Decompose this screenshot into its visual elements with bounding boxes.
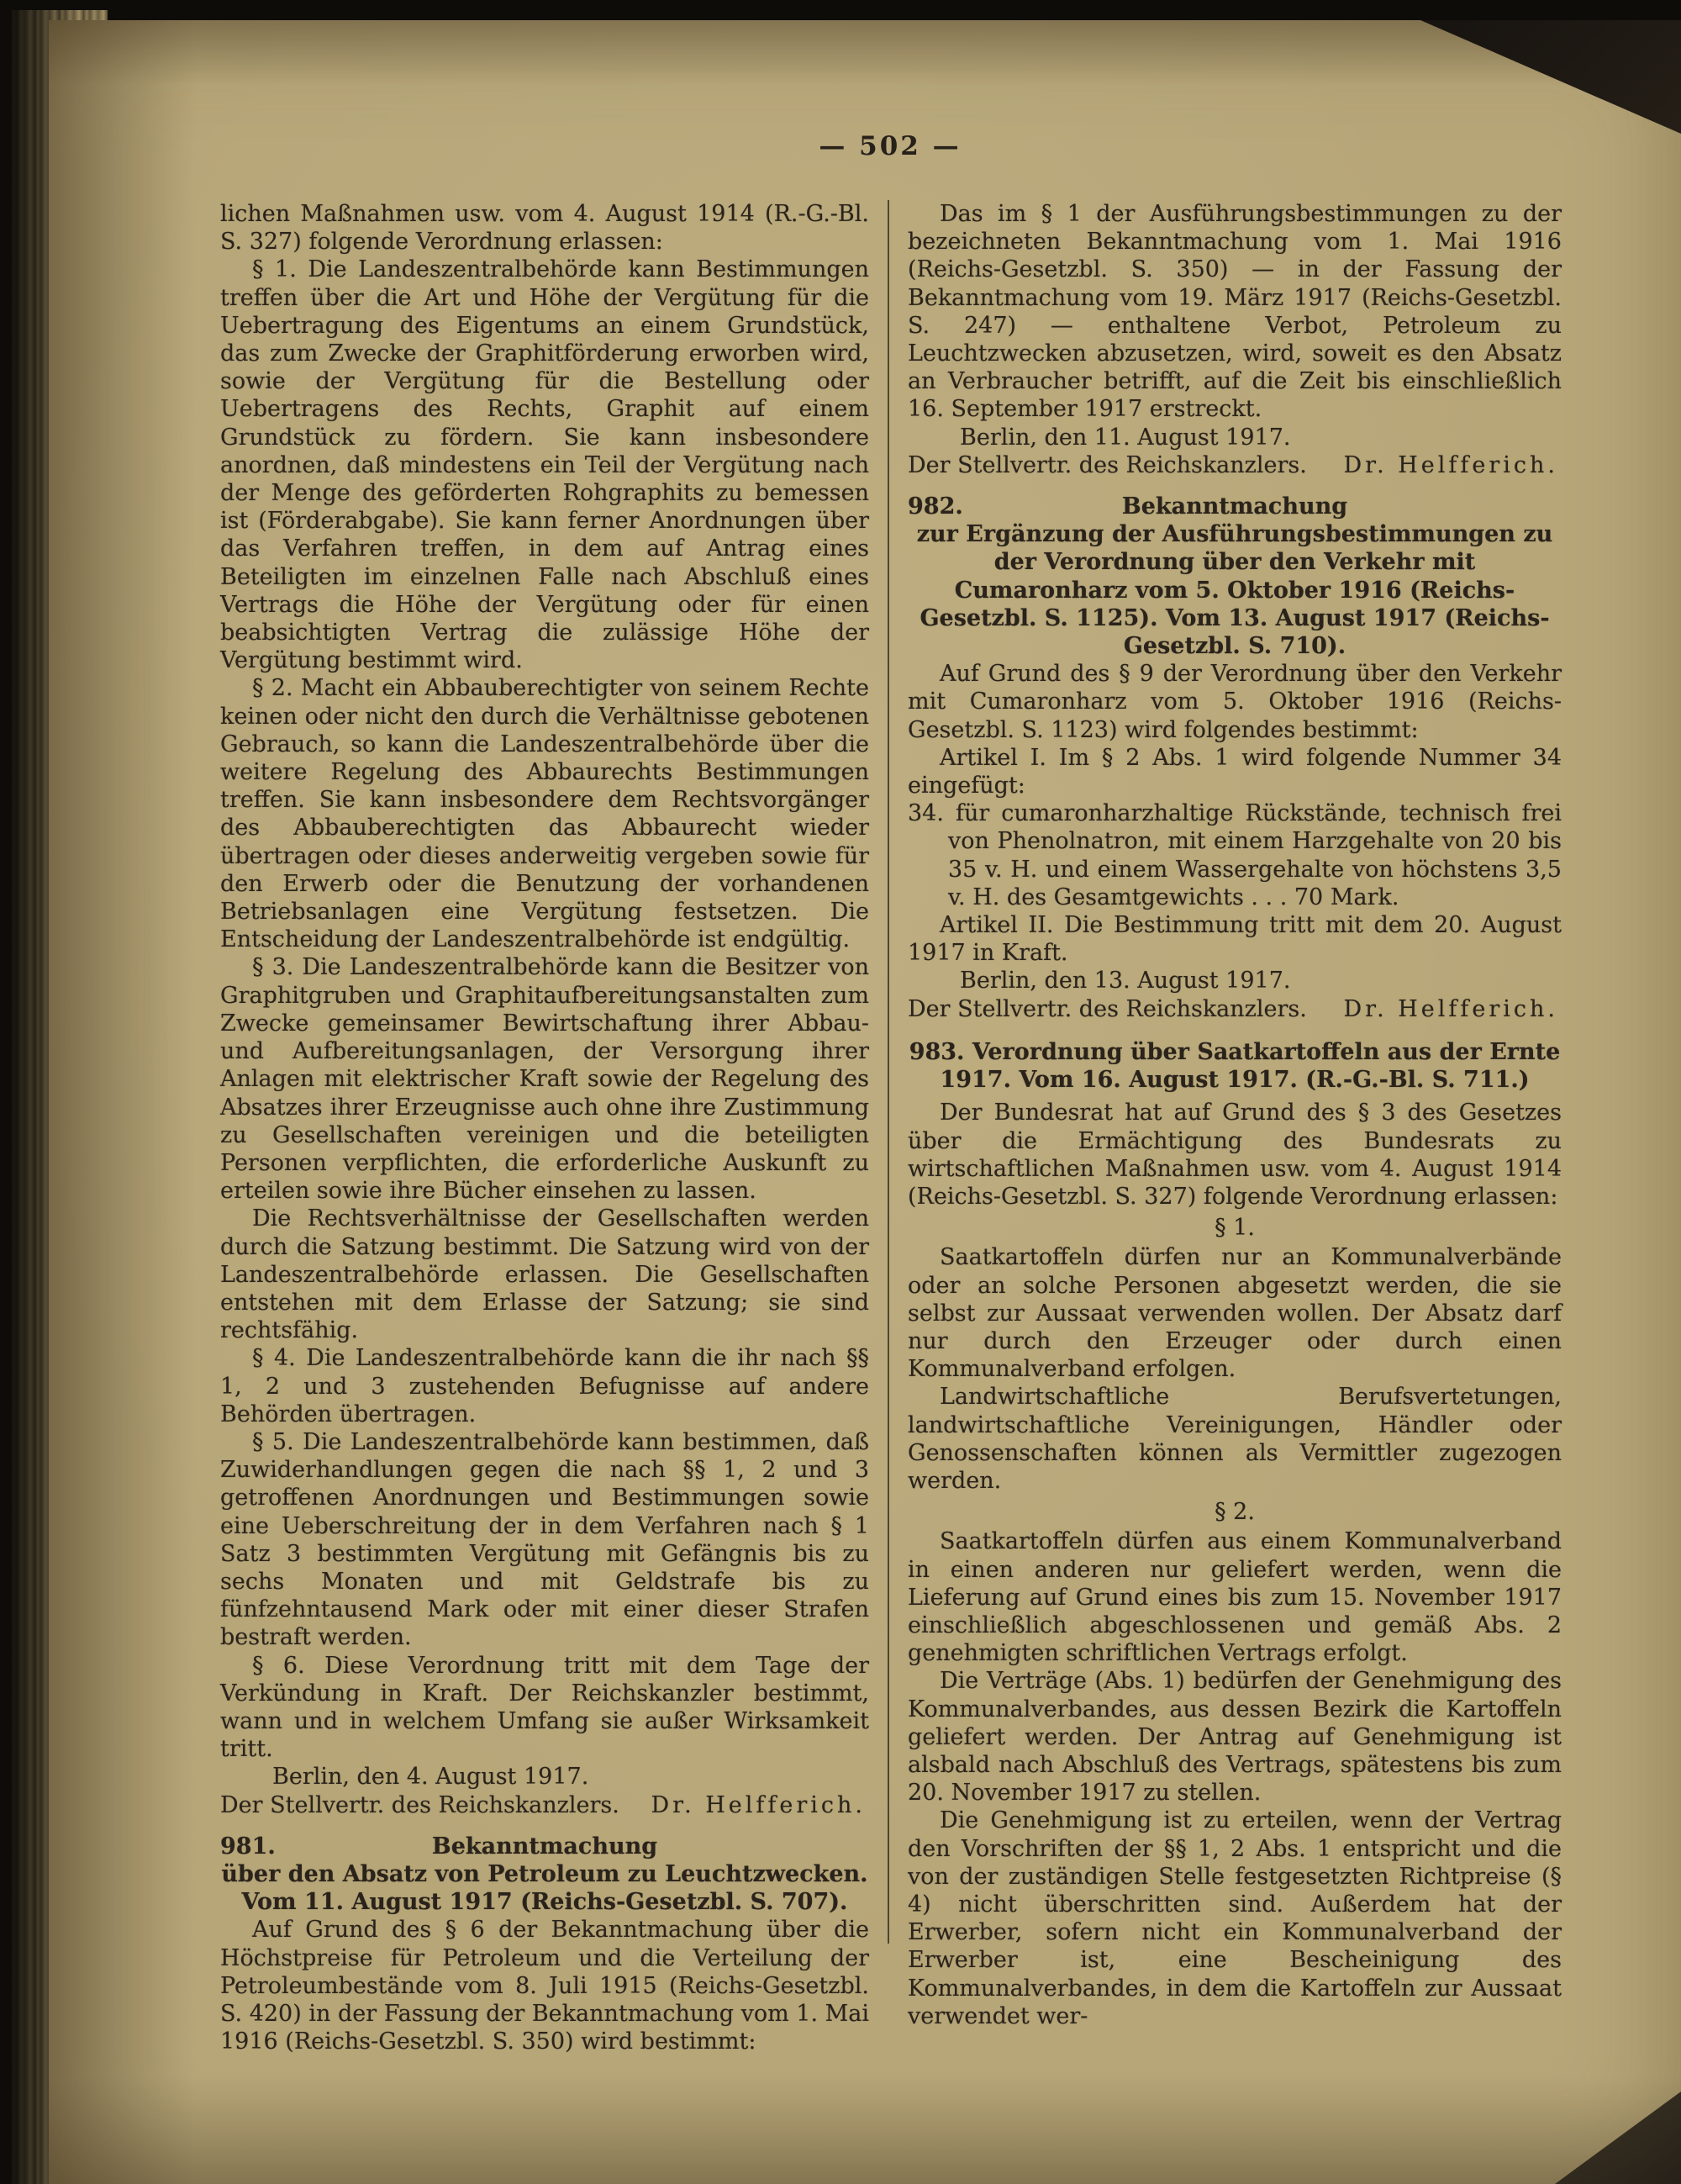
signature-line bbox=[908, 995, 1562, 1023]
section-5-paragraph: § 5. Die Landeszentralbehörde kann bestimmen, daß Zuwiderhandlungen gegen die nach §§ 1, 2 und 3 getroffenen Anordnungen und Bestimmungen sowie eine Ueberschreitung der in dem Verfahren nach § 1 Satz 3 bestimmten Vergütung mit Gefängnis bis zu sechs Monaten und mit Geldstrafe bis zu fünfzehntausend Mark oder mit einer dieser Strafen bestraft werden. bbox=[220, 1428, 869, 1651]
section-3-paragraph-2: Die Rechtsverhältnisse der Gesellschaften werden durch die Satzung bestimmt. Die Satzung wird von der Landeszentralbehörde erlassen. Die Gesellschaften entstehen mit dem Erlasse der Satzung; sie sind rechtsfähig. bbox=[220, 1205, 869, 1344]
decree-number: 982. bbox=[908, 493, 963, 520]
decree-title: Bekanntmachung bbox=[431, 1833, 658, 1860]
decree-981-body: Auf Grund des § 6 der Bekanntmachung über die Höchstpreise für Petroleum und die Verteilung der Petroleumbestände vom 8. Juli 1915 (Reichs-Gesetzbl. S. 420) in der Fassung der Bekanntmachung vom 1. Mai 1916 (Reichs-Gesetzbl. S. 350) wird bestimmt: bbox=[220, 1917, 869, 2055]
dateline-berlin: Berlin, den 4. August 1917. bbox=[272, 1764, 589, 1791]
continued-paragraph: lichen Maßnahmen usw. vom 4. August 1914 (R.-G.-Bl. S. 327) folgende Verordnung erlassen: bbox=[220, 201, 869, 256]
signature-name: Dr. Helfferich. bbox=[1343, 451, 1558, 478]
decree-number: 981. bbox=[220, 1833, 276, 1860]
signature-office: Der Stellvertr. des Reichskanzlers. bbox=[908, 451, 1307, 478]
decree-983-section-1-para-2: Landwirtschaftliche Berufsvertetungen, landwirtschaftliche Vereinigungen, Händler oder Genossenschaften können als Vermittler zugezogen werden. bbox=[908, 1384, 1562, 1494]
page-corner-shadow-bottom-right bbox=[1555, 2092, 1681, 2184]
decree-983-section-1-para-1: Saatkartoffeln dürfen nur an Kommunalverbände oder an solche Personen abgesetzt werden, die sie selbst zur Aussaat verwenden wollen. Der Absatz darf nur durch den Erzeuger oder durch einen Kommunalverband erfolgen. bbox=[908, 1244, 1562, 1383]
decree-983-section-2-para-1: Saatkartoffeln dürfen aus einem Kommunalverband in einen anderen nur geliefert werden, wenn die Lieferung auf Grund eines bis zum 15. November 1917 einschließlich abgeschlossenen und gemäß Abs. 2 genehmigten schriftlichen Vertrags erfolgt. bbox=[908, 1528, 1562, 1667]
column-right bbox=[908, 200, 1562, 2030]
decree-983-preamble: Der Bundesrat hat auf Grund des § 3 des Gesetzes über die Ermächtigung des Bundesrats zu wirtschaftlichen Maßnahmen usw. vom 4. August 1914 (Reichs-Gesetzbl. S. 327) folgende Verordnung erlassen: bbox=[908, 1100, 1562, 1210]
section-4-paragraph: § 4. Die Landeszentralbehörde kann die ihr nach §§ 1, 2 und 3 zustehenden Befugnisse auf andere Behörden übertragen. bbox=[220, 1345, 869, 1427]
dateline-berlin: Berlin, den 11. August 1917. bbox=[960, 424, 1291, 451]
section-2-marker: § 2. bbox=[1215, 1499, 1255, 1526]
decree-982-body: Auf Grund des § 9 der Verordnung über den Verkehr mit Cumaronharz vom 5. Oktober 1916 (Reichs-Gesetzbl. S. 1123) wird folgendes bestimmt: bbox=[908, 661, 1562, 743]
decree-982-heading bbox=[908, 493, 1562, 520]
column-divider-rule bbox=[888, 200, 889, 1944]
page-corner-shadow-top-right bbox=[1420, 20, 1681, 134]
signature-line bbox=[908, 451, 1562, 479]
section-3-paragraph: § 3. Die Landeszentralbehörde kann die Besitzer von Graphitgruben und Graphitaufbereitungsanstalten zum Zwecke gemeinsamer Bewirtschaftung ihrer Abbau- und Aufbereitungsanlagen, der Versorgung ihrer Anlagen mit elektrischer Kraft sowie der Regelung des Absatzes ihrer Erzeugnisse auch ohne ihre Zustimmung zu Gesellschaften vereinigen und die beteiligten Personen verpflichten, die erforderliche Auskunft zu erteilen sowie ihre Bücher einsehen zu lassen. bbox=[220, 954, 869, 1205]
decree-981-continuation: Das im § 1 der Ausführungsbestimmungen zu der bezeichneten Bekanntmachung vom 1. Mai 1916 (Reichs-Gesetzbl. S. 350) — in der Fassung der Bekanntmachung vom 19. März 1917 (Reichs-Gesetzbl. S. 247) — enthaltene Verbot, Petroleum zu Leuchtzwecken abzusetzen, wird, soweit es den Absatz an Verbraucher betrifft, auf die Zeit bis einschließlich 16. September 1917 erstreckt. bbox=[908, 201, 1562, 423]
column-left bbox=[220, 200, 869, 2055]
decree-982-artikel-2: Artikel II. Die Bestimmung tritt mit dem 20. August 1917 in Kraft. bbox=[908, 912, 1562, 967]
signature-name: Dr. Helfferich. bbox=[1343, 995, 1558, 1022]
decree-983-section-2-para-2: Die Verträge (Abs. 1) bedürfen der Genehmigung des Kommunalverbandes, aus dessen Bezirk die Kartoffeln geliefert werden. Der Antrag auf Genehmigung ist alsbald nach Abschluß des Vertrags, spätestens bis zum 20. November 1917 zu stellen. bbox=[908, 1668, 1562, 1807]
signature-office: Der Stellvertr. des Reichskanzlers. bbox=[220, 1791, 619, 1818]
decree-981-heading bbox=[220, 1833, 869, 1860]
section-6-paragraph: § 6. Diese Verordnung tritt mit dem Tage der Verkündung in Kraft. Der Reichskanzler bestimmt, wann und in welchem Umfang sie außer Wirksamkeit tritt. bbox=[220, 1652, 869, 1763]
signature-line bbox=[220, 1791, 869, 1819]
section-2-paragraph: § 2. Macht ein Abbauberechtigter von seinem Rechte keinen oder nicht den durch die Verhältnisse gebotenen Gebrauch, so kann die Landeszentralbehörde über die weitere Regelung des Abbaurechts Bestimmungen treffen. Sie kann insbesondere dem Rechtsvorgänger des Abbauberechtigten das Abbaurecht wieder übertragen oder dieses anderweitig vergeben sowie für den Erwerb oder die Benutzung der vorhandenen Betriebsanlagen eine Vergütung festsetzen. Die Entscheidung der Landeszentralbehörde ist endgültig. bbox=[220, 675, 869, 953]
dateline-berlin: Berlin, den 13. August 1917. bbox=[960, 968, 1291, 994]
signature-office: Der Stellvertr. des Reichskanzlers. bbox=[908, 995, 1307, 1022]
decree-982-subject: zur Ergänzung der Ausführungsbestimmungen zu der Verordnung über den Verkehr mit Cumaronharz vom 5. Oktober 1916 (Reichs-Gesetzbl. S. 1125). Vom 13. August 1917 (Reichs-Gesetzbl. S. 710). bbox=[916, 521, 1553, 660]
decree-title: Bekanntmachung bbox=[1121, 493, 1348, 520]
decree-982-item-34: 34. für cumaronharzhaltige Rückstände, technisch frei von Phenolnatron, mit einem Harzgehalte von 20 bis 35 v. H. und einem Wassergehalte von höchstens 3,5 v. H. des Gesamtgewichts . . . 70 Mark. bbox=[908, 800, 1562, 910]
decree-981-subject: über den Absatz von Petroleum zu Leuchtzwecken. bbox=[221, 1860, 868, 1887]
section-1-paragraph: § 1. Die Landeszentralbehörde kann Bestimmungen treffen über die Art und Höhe der Vergütung für die Uebertragung des Eigentums an einem Grundstück, das zum Zwecke der Graphitförderung erworben wird, sowie der Vergütung für die Bestellung oder Uebertragens des Rechts, Graphit auf einem Grundstück zu fördern. Sie kann insbesondere anordnen, daß mindestens ein Teil der Vergütung nach der Menge des geförderten Rohgraphits zu bemessen ist (Förderabgabe). Sie kann ferner Anordnungen über das Verfahren treffen, in dem auf Antrag eines Beteiligten im einzelnen Falle nach Abschluß eines Vertrags die Höhe der Vergütung oder für einen beabsichtigten Vertrag die zulässige Höhe der Vergütung bestimmt wird. bbox=[220, 256, 869, 674]
decree-983-section-2-para-3: Die Genehmigung ist zu erteilen, wenn der Vertrag den Vorschriften der §§ 1, 2 Abs. 1 entspricht und die von der zuständigen Stelle festgesetzten Richtpreise (§ 4) nicht überschritten sind. Außerdem hat der Erwerber, sofern nicht ein Kommunalverband der Erwerber ist, eine Bescheinigung des Kommunalverbandes, in dem die Kartoffeln zur Aussaat verwendet wer- bbox=[908, 1807, 1562, 2029]
section-1-marker: § 1. bbox=[1215, 1215, 1255, 1242]
page-number: — 502 — bbox=[819, 131, 962, 161]
scanned-paper-page bbox=[49, 20, 1681, 2184]
decree-981-date: Vom 11. August 1917 (Reichs-Gesetzbl. S. 707). bbox=[241, 1889, 848, 1916]
decree-982-artikel-1: Artikel I. Im § 2 Abs. 1 wird folgende Nummer 34 eingefügt: bbox=[908, 744, 1562, 799]
signature-name: Dr. Helfferich. bbox=[651, 1791, 866, 1818]
decree-983-heading: 983. Verordnung über Saatkartoffeln aus der Ernte 1917. Vom 16. August 1917. (R.-G.-Bl. S. 711.) bbox=[909, 1038, 1561, 1094]
